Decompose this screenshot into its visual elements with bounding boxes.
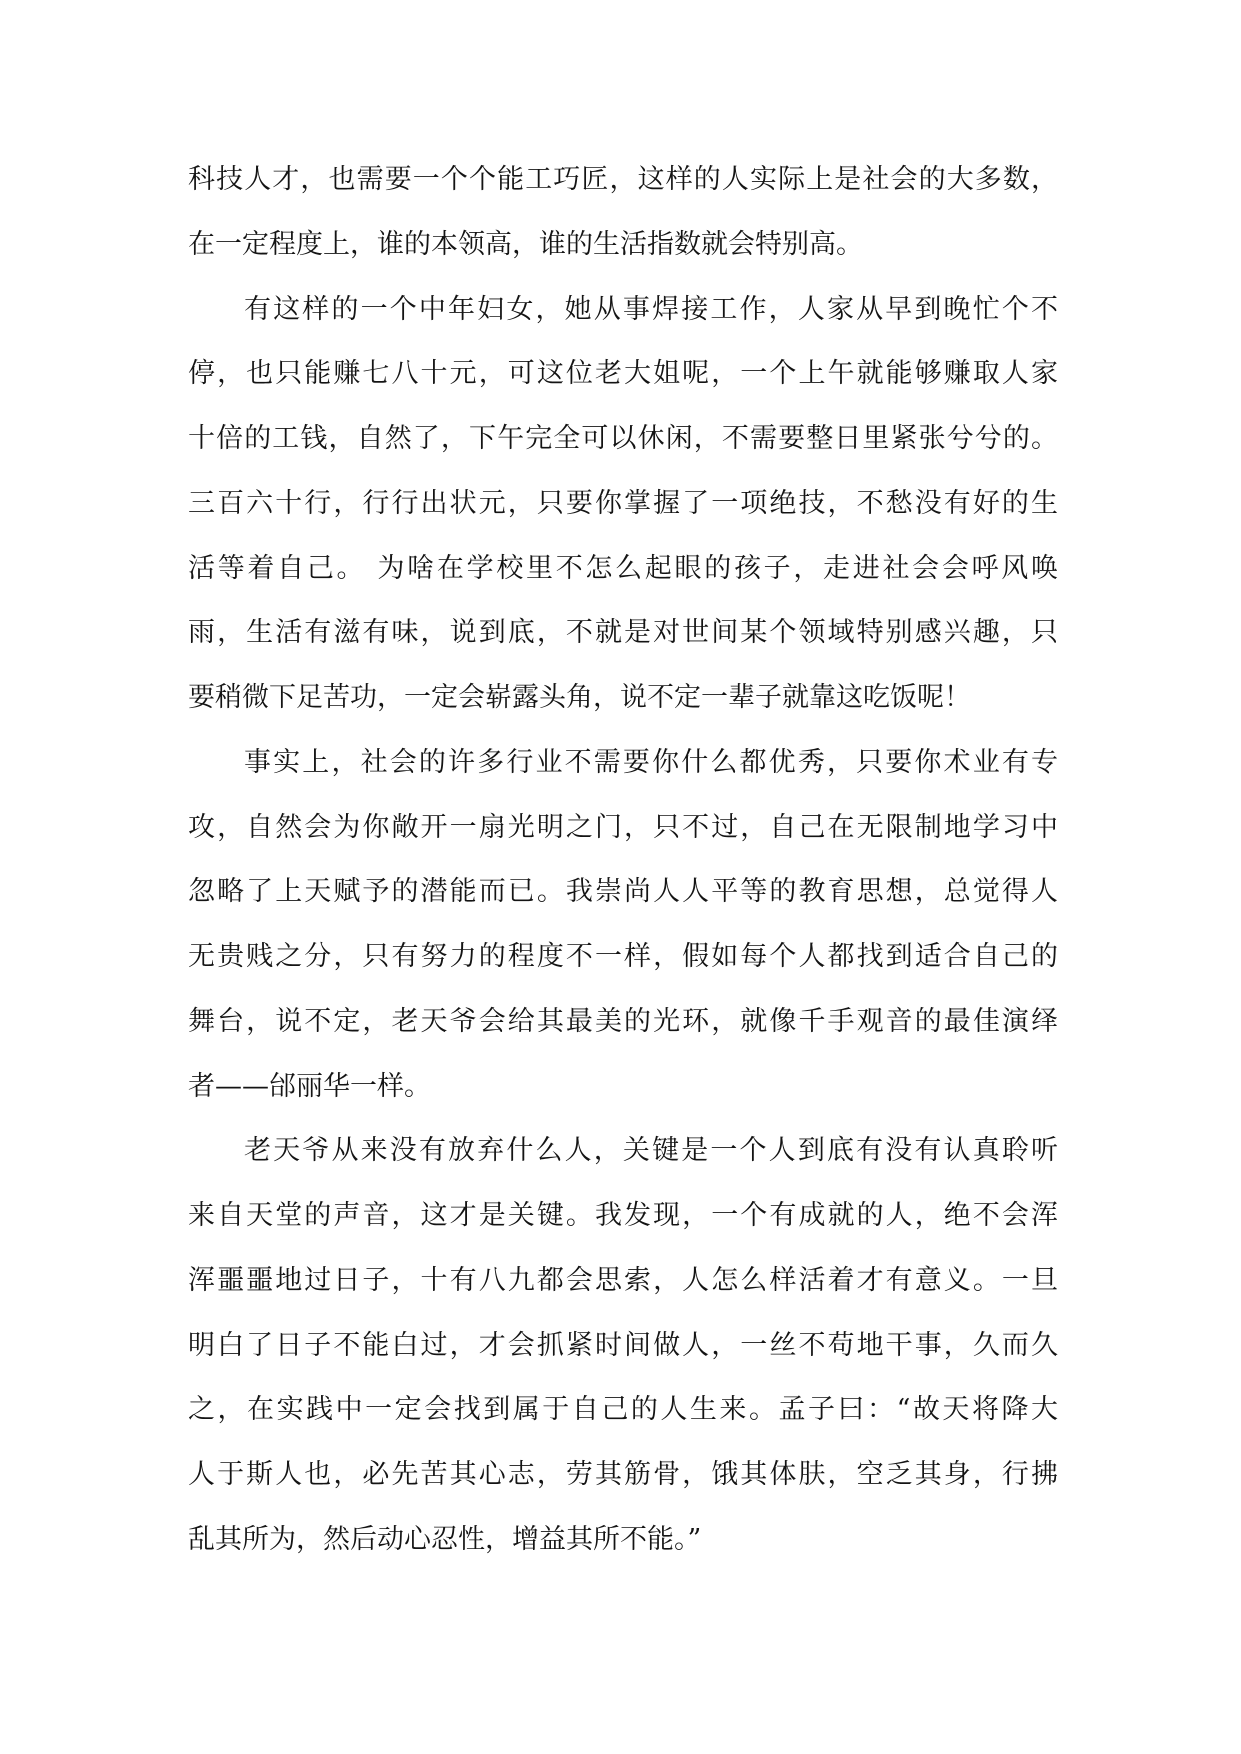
text-line: 有这样的一个中年妇女，她从事焊接工作，人家从早到晚忙个不 (244, 293, 1058, 325)
body-text (188, 148, 1058, 1573)
text-line: 停，也只能赚七八十元，可这位老大姐呢，一个上午就能够赚取人家 (188, 358, 1058, 390)
text-line: 要稍微下足苦功，一定会崭露头角，说不定一辈子就靠这吃饭呢！ (188, 682, 971, 713)
text-line: 无贵贱之分，只有努力的程度不一样，假如每个人都找到适合自己的 (188, 941, 1058, 972)
text-line: 来自天堂的声音，这才是关键。我发现，一个有成就的人，绝不会浑 (188, 1200, 1058, 1231)
text-line: 攻，自然会为你敞开一扇光明之门，只不过，自己在无限制地学习中 (188, 811, 1058, 843)
text-line: 科技人才，也需要一个个能工巧匠，这样的人实际上是社会的大多数， (188, 164, 1058, 195)
text-line: 活等着自己。 为啥在学校里不怎么起眼的孩子，走进社会会呼风唤 (188, 552, 1058, 584)
text-line: 老天爷从来没有放弃什么人，关键是一个人到底有没有认真聆听 (244, 1135, 1058, 1167)
text-line: 者——邰丽华一样。 (188, 1070, 431, 1102)
text-line: 三百六十行，行行出状元，只要你掌握了一项绝技，不愁没有好的生 (188, 487, 1058, 519)
text-line: 十倍的工钱，自然了，下午完全可以休闲，不需要整日里紧张兮兮的。 (188, 423, 1058, 454)
text-line: 乱其所为，然后动心忍性，增益其所不能。” (188, 1523, 702, 1555)
text-line: 之，在实践中一定会找到属于自己的人生来。孟子曰：“故天将降大 (188, 1394, 1058, 1426)
text-line: 雨，生活有滋有味，说到底，不就是对世间某个领域特别感兴趣，只 (188, 617, 1058, 649)
text-line: 忽略了上天赋予的潜能而已。我崇尚人人平等的教育思想，总觉得人 (188, 876, 1058, 908)
text-line: 人于斯人也，必先苦其心志，劳其筋骨，饿其体肤，空乏其身，行拂 (188, 1459, 1058, 1490)
text-line: 在一定程度上，谁的本领高，谁的生活指数就会特别高。 (188, 228, 863, 260)
text-line: 舞台，说不定，老天爷会给其最美的光环，就像千手观音的最佳演绎 (188, 1005, 1058, 1037)
text-line: 浑噩噩地过日子，十有八九都会思索，人怎么样活着才有意义。一旦 (188, 1264, 1058, 1296)
text-line: 事实上，社会的许多行业不需要你什么都优秀，只要你术业有专 (244, 746, 1058, 778)
text-line: 明白了日子不能白过，才会抓紧时间做人，一丝不苟地干事，久而久 (188, 1329, 1058, 1361)
